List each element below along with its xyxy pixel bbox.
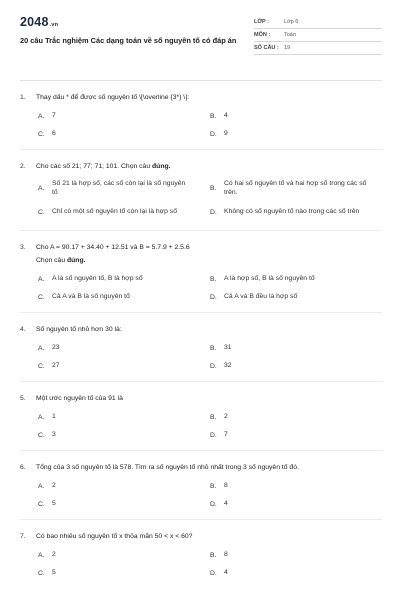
meta-row-class bbox=[254, 16, 382, 29]
question-7 bbox=[20, 532, 382, 582]
option-text: Số 21 là hợp số, các số còn lại là số nguyên tố bbox=[52, 179, 186, 196]
option-text: 1 bbox=[52, 413, 56, 421]
question-number: 1. bbox=[20, 94, 26, 101]
option-b[interactable] bbox=[210, 477, 382, 495]
meta-row-count bbox=[254, 42, 382, 55]
logo-suffix: .vn bbox=[49, 22, 59, 28]
question-number: 2. bbox=[20, 163, 26, 170]
meta-label: SỐ CÂU : bbox=[254, 45, 279, 51]
meta-row-subject bbox=[254, 29, 382, 42]
option-text: 5 bbox=[52, 500, 56, 508]
option-c[interactable] bbox=[38, 564, 210, 582]
option-a[interactable] bbox=[38, 270, 210, 288]
option-a[interactable] bbox=[38, 339, 210, 357]
question-text-line2 bbox=[20, 256, 382, 266]
options-grid bbox=[20, 546, 382, 582]
option-text: 2 bbox=[52, 482, 56, 490]
option-a[interactable] bbox=[38, 408, 210, 426]
option-text: Chỉ có một số nguyên tố còn lại là hợp số bbox=[52, 208, 177, 216]
options-grid bbox=[20, 477, 382, 513]
question-text: Có bao nhiêu số nguyên tố x thỏa mãn 50 < x < 60? bbox=[36, 533, 193, 540]
option-text: 27 bbox=[52, 362, 60, 370]
question-text: Tổng của 3 số nguyên tố là 578. Tìm ra số nguyên tố nhỏ nhất trong 3 số nguyên tố đó. bbox=[36, 464, 299, 471]
option-c[interactable] bbox=[38, 357, 210, 375]
option-letter: A. bbox=[38, 184, 45, 192]
question-divider bbox=[20, 230, 382, 231]
option-c[interactable] bbox=[38, 200, 210, 224]
option-b[interactable] bbox=[210, 270, 382, 288]
option-text: 31 bbox=[224, 344, 232, 352]
question-text-main: Chọn câu bbox=[36, 257, 66, 264]
site-logo[interactable] bbox=[20, 15, 245, 29]
option-d[interactable] bbox=[210, 426, 382, 444]
options-grid bbox=[20, 107, 382, 143]
option-text: Có hai số nguyên tố và hai hợp số trong các số trên. bbox=[224, 179, 367, 196]
question-number: 5. bbox=[20, 395, 26, 402]
option-text: 7 bbox=[224, 431, 228, 439]
option-d[interactable] bbox=[210, 357, 382, 375]
option-b[interactable] bbox=[210, 176, 382, 200]
meta-value: Toán bbox=[284, 32, 296, 38]
option-letter: B. bbox=[210, 413, 217, 421]
option-letter: B. bbox=[210, 275, 217, 283]
option-letter: D. bbox=[210, 293, 217, 301]
option-a[interactable] bbox=[38, 107, 210, 125]
option-letter: A. bbox=[38, 112, 45, 120]
question-text-emphasis: đúng. bbox=[152, 163, 171, 170]
option-text: 4 bbox=[224, 569, 228, 577]
option-letter: B. bbox=[210, 112, 217, 120]
meta-value: Lớp 6 bbox=[284, 19, 299, 25]
question-number: 4. bbox=[20, 326, 26, 333]
meta-label: LỚP : bbox=[254, 19, 269, 25]
option-letter: B. bbox=[210, 482, 217, 490]
option-d[interactable] bbox=[210, 288, 382, 306]
option-c[interactable] bbox=[38, 426, 210, 444]
option-c[interactable] bbox=[38, 125, 210, 143]
option-letter: C. bbox=[38, 130, 45, 138]
option-letter: C. bbox=[38, 362, 45, 370]
option-d[interactable] bbox=[210, 564, 382, 582]
meta-label: MÔN : bbox=[254, 32, 271, 38]
option-letter: A. bbox=[38, 551, 45, 559]
question-text-emphasis: đúng. bbox=[67, 257, 86, 264]
question-number: 7. bbox=[20, 533, 26, 540]
question-divider bbox=[20, 519, 382, 520]
option-letter: C. bbox=[38, 569, 45, 577]
question-divider bbox=[20, 149, 382, 150]
document-title: 20 câu Trắc nghiệm Các dạng toán về số nguyên tố có đáp án bbox=[20, 36, 237, 45]
option-text: Không có số nguyên tố nào trong các số trên bbox=[224, 208, 360, 216]
option-text: A là hợp số, B là số nguyên tố bbox=[224, 275, 315, 283]
option-text: 7 bbox=[52, 112, 56, 120]
question-text: Số nguyên tố nhỏ hơn 30 là: bbox=[36, 326, 122, 333]
option-text: 6 bbox=[52, 130, 56, 138]
question-text bbox=[36, 162, 171, 172]
question-divider bbox=[20, 312, 382, 313]
option-letter: D. bbox=[210, 130, 217, 138]
option-a[interactable] bbox=[38, 477, 210, 495]
option-text: A là số nguyên tố, B là hợp số bbox=[52, 275, 143, 283]
option-c[interactable] bbox=[38, 495, 210, 513]
option-letter: C. bbox=[38, 500, 45, 508]
question-text-main: Cho các số 21; 77; 71; 101. Chọn câu bbox=[36, 163, 151, 170]
option-b[interactable] bbox=[210, 339, 382, 357]
option-text: 8 bbox=[224, 551, 228, 559]
option-a[interactable] bbox=[38, 546, 210, 564]
question-3 bbox=[20, 243, 382, 313]
option-d[interactable] bbox=[210, 125, 382, 143]
option-b[interactable] bbox=[210, 107, 382, 125]
question-number: 6. bbox=[20, 464, 26, 471]
question-divider bbox=[20, 450, 382, 451]
option-letter: B. bbox=[210, 184, 217, 192]
option-letter: B. bbox=[210, 551, 217, 559]
question-text: Cho A = 90.17 + 34.40 + 12.51 và B = 5.7.9 + 2.5.6 bbox=[36, 244, 190, 251]
header-left bbox=[20, 14, 245, 80]
option-letter: C. bbox=[38, 293, 45, 301]
option-text: 2 bbox=[224, 413, 228, 421]
option-letter: B. bbox=[210, 344, 217, 352]
option-text: 5 bbox=[52, 569, 56, 577]
option-text: 32 bbox=[224, 362, 232, 370]
option-b[interactable] bbox=[210, 408, 382, 426]
option-letter: D. bbox=[210, 208, 217, 216]
option-text: 8 bbox=[224, 482, 228, 490]
header-divider bbox=[20, 80, 382, 81]
option-text: 4 bbox=[224, 500, 228, 508]
option-c[interactable] bbox=[38, 288, 210, 306]
option-letter: A. bbox=[38, 344, 45, 352]
question-2 bbox=[20, 162, 382, 231]
logo-main: 2048 bbox=[20, 15, 49, 29]
option-text: 23 bbox=[52, 344, 60, 352]
question-number: 3. bbox=[20, 244, 26, 251]
question-text: Thay dấu * để được số nguyên tố \[\overline {3*} \]: bbox=[36, 94, 189, 101]
option-text: 2 bbox=[52, 551, 56, 559]
option-letter: C. bbox=[38, 431, 45, 439]
option-a[interactable] bbox=[38, 176, 210, 200]
options-grid bbox=[20, 408, 382, 444]
meta-table bbox=[254, 16, 382, 80]
option-letter: D. bbox=[210, 500, 217, 508]
options-grid bbox=[20, 270, 382, 306]
options-grid bbox=[20, 176, 382, 224]
question-1 bbox=[20, 93, 382, 150]
document-header bbox=[20, 14, 382, 80]
question-4 bbox=[20, 325, 382, 382]
option-text: 9 bbox=[224, 130, 228, 138]
option-letter: C. bbox=[38, 208, 45, 216]
option-letter: A. bbox=[38, 413, 45, 421]
question-text: Một ước nguyên tố của 91 là bbox=[36, 395, 123, 402]
question-divider bbox=[20, 381, 382, 382]
option-d[interactable] bbox=[210, 200, 382, 224]
option-text: 4 bbox=[224, 112, 228, 120]
option-letter: A. bbox=[38, 482, 45, 490]
option-text: 3 bbox=[52, 431, 56, 439]
option-text: Cả A và B đều là hợp số bbox=[224, 293, 298, 301]
option-b[interactable] bbox=[210, 546, 382, 564]
meta-value: 19 bbox=[284, 45, 291, 51]
question-5 bbox=[20, 394, 382, 451]
options-grid bbox=[20, 339, 382, 375]
option-letter: A. bbox=[38, 275, 45, 283]
question-6 bbox=[20, 463, 382, 520]
option-letter: D. bbox=[210, 362, 217, 370]
option-letter: D. bbox=[210, 569, 217, 577]
option-d[interactable] bbox=[210, 495, 382, 513]
option-letter: D. bbox=[210, 431, 217, 439]
option-text: Cả A và B là số nguyên tố bbox=[52, 293, 130, 301]
